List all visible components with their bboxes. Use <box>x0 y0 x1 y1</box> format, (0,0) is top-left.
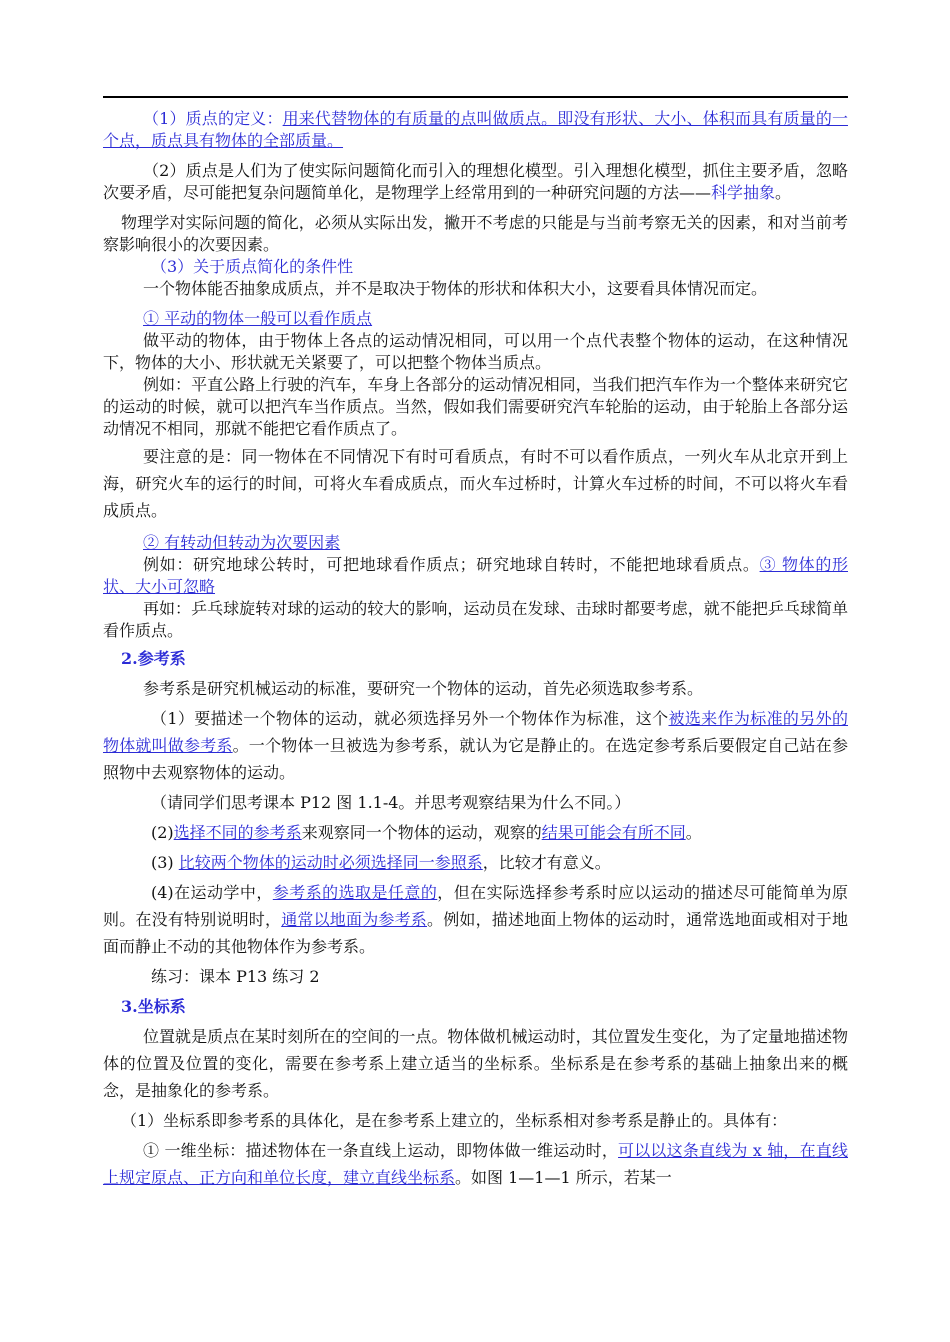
paragraph-coordinate-intro: 位置就是质点在某时刻所在的空间的一点。物体做机械运动时，其位置发生变化，为了定量地描述物体的位置及位置的变化，需要在参考系上建立适当的坐标系。坐标系是在参考系的基础上抽象出来的概念，是抽象化的参考系。 <box>103 1027 848 1100</box>
paragraph-reference-3: (3) 比较两个物体的运动时必须选择同一参照系，比较才有意义。 <box>151 853 611 872</box>
paragraph-reference-4: (4)在运动学中，参考系的选取是任意的，但在实际选择参考系时应以运动的描述尽可能简单为原则。在没有特别说明时，通常以地面为参考系。例如，描述地面上物体的运动时，通常选地面或相对于地面而静止不动的其他物体作为参考系。 <box>103 883 848 956</box>
paragraph-train-example: 要注意的是：同一物体在不同情况下有时可看质点，有时不可以看作质点，一列火车从北京开到上海，研究火车的运行的时间，可将火车看成质点，而火车过桥时，计算火车过桥的时间，不可以将火车看成质点。 <box>103 447 848 520</box>
section-title-reference-frame: 2.参考系 <box>121 649 186 668</box>
paragraph-earth-example: 例如：研究地球公转时，可把地球看作质点；研究地球自转时，不能把地球看质点。③ 物体的形状、大小可忽略 <box>103 555 848 596</box>
paragraph-ideal-model: （2）质点是人们为了使实际问题简化而引入的理想化模型。引入理想化模型，抓住主要矛盾，忽略次要矛盾，尽可能把复杂问题简单化，是物理学上经常用到的一种研究问题的方法——科学抽象。 <box>103 161 848 202</box>
paragraph-reference-note: （请同学们思考课本 P12 图 1.1-4。并思考观察结果为什么不同。） <box>151 793 631 812</box>
document-body <box>103 108 848 1191</box>
paragraph-reference-1: （1）要描述一个物体的运动，就必须选择另外一个物体作为标准，这个被选来作为标准的另外的物体就叫做参考系。一个物体一旦被选为参考系，就认为它是静止的。在选定参考系后要假定自己站在参照物中去观察物体的运动。 <box>103 709 848 782</box>
paragraph-coordinate-1d: ① 一维坐标：描述物体在一条直线上运动，即物体做一维运动时，可以以这条直线为 x 轴，在直线上规定原点、正方向和单位长度，建立直线坐标系。如图 1—1—1 所示，若某一 <box>103 1141 848 1187</box>
heading-translation: ① 平动的物体一般可以看作质点 <box>143 309 373 328</box>
paragraph-car-example: 例如：平直公路上行驶的汽车，车身上各部分的运动情况相同，当我们把汽车作为一个整体来研究它的运动的时候，就可以把汽车当作质点。当然，假如我们需要研究汽车轮胎的运动，由于轮胎上各部分运动情况不相同，那就不能把它看作质点了。 <box>103 375 848 438</box>
heading-rotation: ② 有转动但转动为次要因素 <box>143 533 341 552</box>
paragraph-translation: 做平动的物体，由于物体上各点的运动情况相同，可以用一个点代表整个物体的运动，在这种情况下，物体的大小、形状就无关紧要了，可以把整个物体当质点。 <box>103 331 848 372</box>
paragraph-simplification: 物理学对实际问题的简化，必须从实际出发，撇开不考虑的只能是与当前考察无关的因素，和对当前考察影响很小的次要因素。 <box>103 213 848 254</box>
header-rule <box>103 96 848 98</box>
paragraph-abstract: 一个物体能否抽象成质点，并不是取决于物体的形状和体积大小，这要看具体情况而定。 <box>143 279 768 298</box>
paragraph-exercise: 练习：课本 P13 练习 2 <box>151 967 320 986</box>
paragraph-reference-intro: 参考系是研究机械运动的标准，要研究一个物体的运动，首先必须选取参考系。 <box>143 679 704 698</box>
section-title-coordinate-system: 3.坐标系 <box>121 997 186 1016</box>
paragraph-coordinate-1: （1）坐标系即参考系的具体化，是在参考系上建立的，坐标系相对参考系是静止的。具体有： <box>121 1111 788 1130</box>
heading-conditions: （3）关于质点简化的条件性 <box>151 257 354 276</box>
paragraph-point-definition: （1）质点的定义：用来代替物体的有质量的点叫做质点。即没有形状、大小、体积而具有质量的一个点，质点具有物体的全部质量。 <box>103 109 848 150</box>
paragraph-pingpong-example: 再如：乒乓球旋转对球的运动的较大的影响，运动员在发球、击球时都要考虑，就不能把乒乓球简单看作质点。 <box>103 599 848 640</box>
paragraph-reference-2: (2)选择不同的参考系来观察同一个物体的运动，观察的结果可能会有所不同。 <box>151 823 702 842</box>
